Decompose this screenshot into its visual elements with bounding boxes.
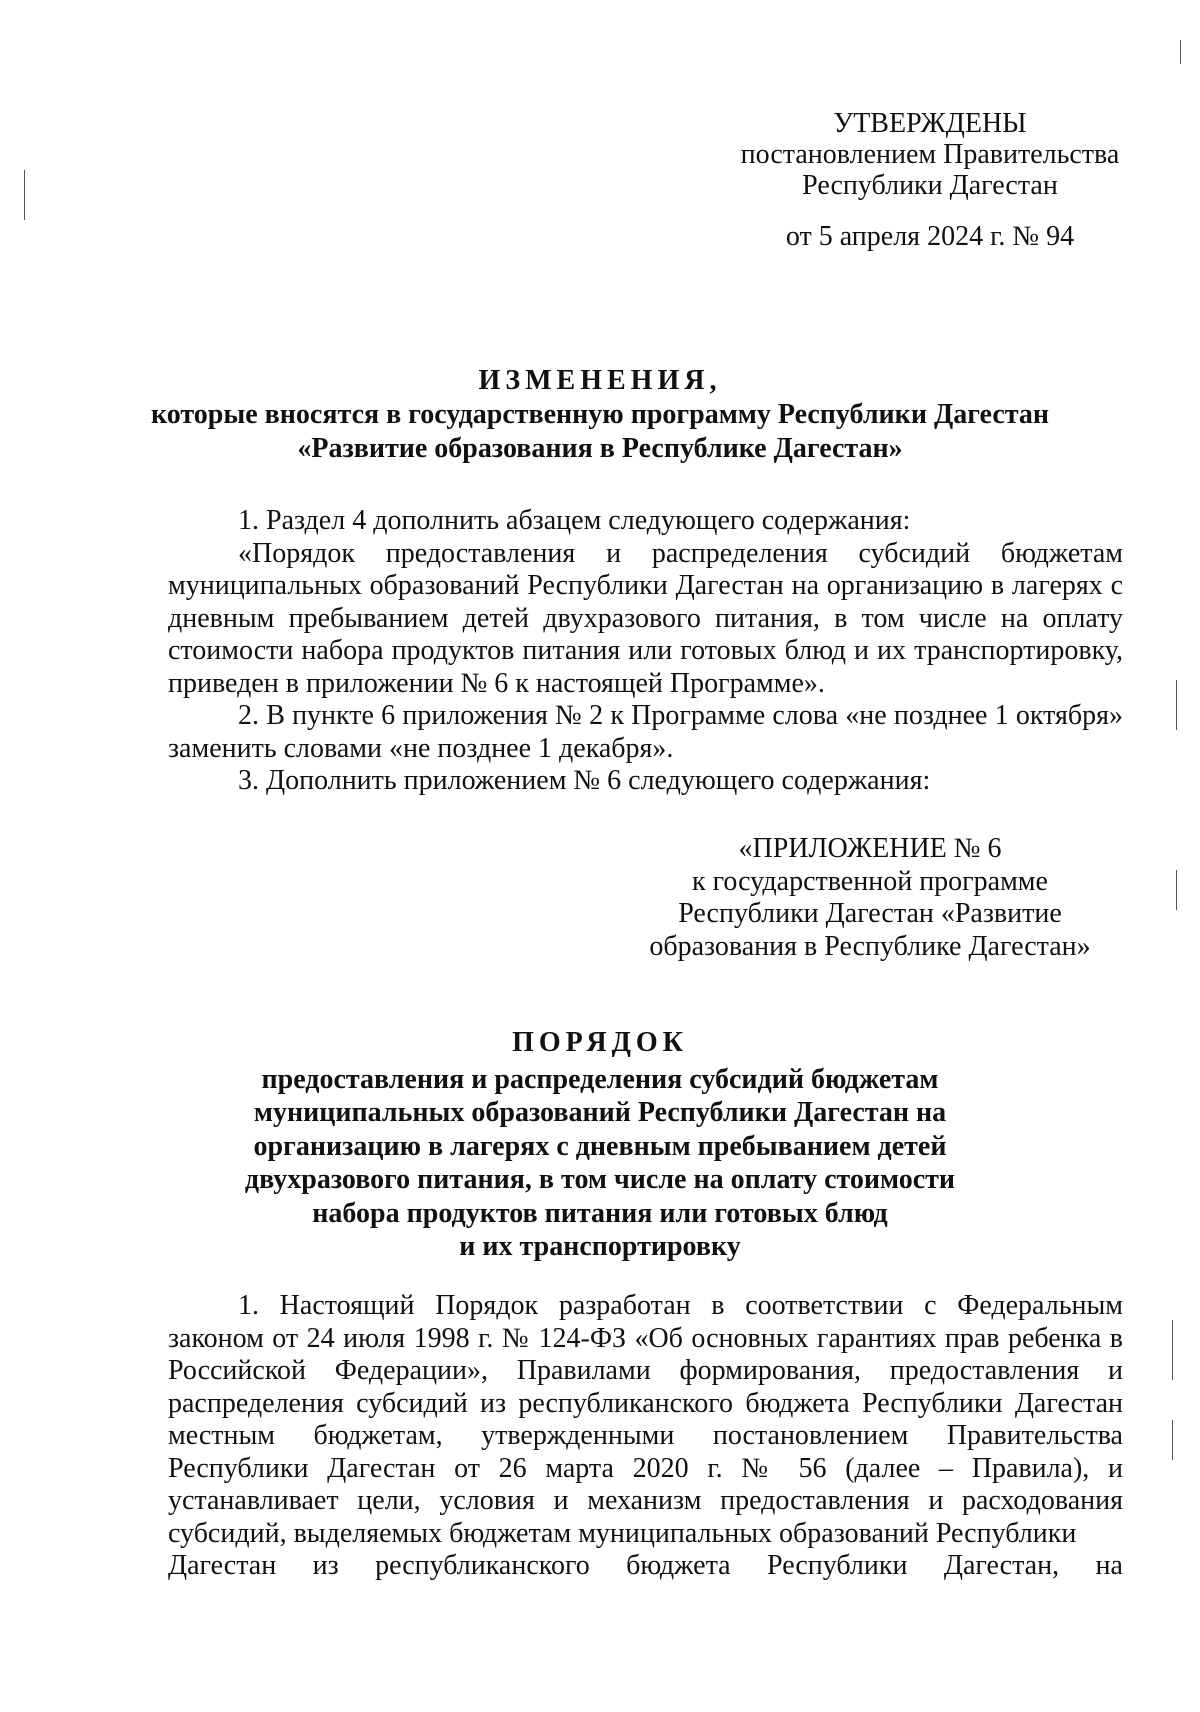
paragraph-word: на	[1095, 1550, 1123, 1581]
approval-stamp	[720, 108, 1140, 252]
scan-artifact	[1172, 1320, 1173, 1380]
changes-title	[150, 364, 1050, 466]
order-heading: ПОРЯДОК	[512, 1027, 688, 1058]
approval-line-1: постановлением Правительства	[740, 139, 1120, 170]
paragraph-word: из	[312, 1550, 339, 1581]
annex-header	[640, 833, 1100, 963]
approval-title: УТВЕРЖДЕНЫ	[833, 108, 1027, 139]
paragraph-1-text: 1. Настоящий Порядок разработан в соответствии с Федеральным законом от 24 июля 1998 г. № 124-ФЗ «Об основных гарантиях прав ребенка в Российской Федерации», Правилами формирования, предоставления и распределения субсидий из республиканского бюджета Республики Дагестан местным бюджетам, утвержденными постановлением Правительства Республики Дагестан от 26 марта 2020 г. № 56 (далее – Правила), и устанавливает цели, условия и механизм предоставления и расходования субсидий, выделяемых бюджетам муниципальных образований Республики	[168, 1290, 1123, 1549]
changes-heading: ИЗМЕНЕНИЯ,	[478, 365, 722, 396]
paragraph-1-last-line	[168, 1550, 1123, 1583]
annex-line-2: Республики Дагестан «Развитие	[678, 898, 1062, 929]
order-title-line: и их транспортировку	[459, 1231, 741, 1262]
order-title-line: двухразового питания, в том числе на оплату стоимости	[244, 1164, 956, 1195]
scan-artifact	[24, 170, 25, 220]
annex-title: «ПРИЛОЖЕНИЕ № 6	[738, 833, 1002, 864]
order-title-line: предоставления и распределения субсидий бюджетам	[261, 1063, 939, 1095]
scan-artifact	[1172, 1420, 1173, 1460]
changes-subtitle-2: «Развитие образования в Республике Дагестан»	[297, 433, 903, 464]
annex-line-3: образования в Республике Дагестан»	[649, 930, 1091, 962]
changes-subtitle-1: которые вносятся в государственную программу Республики Дагестан	[151, 399, 1049, 430]
annex-line-1: к государственной программе	[692, 865, 1048, 897]
paragraph-word: Дагестан,	[943, 1550, 1060, 1581]
paragraph-word: республиканского	[375, 1550, 590, 1581]
order-title	[200, 1026, 1000, 1264]
scan-artifact	[1180, 40, 1181, 64]
changes-items	[168, 505, 1123, 798]
order-title-line: организацию в лагерях с дневным пребыванием детей	[253, 1130, 947, 1162]
approval-line-2: Республики Дагестан	[802, 170, 1058, 201]
change-item-3: 3. Дополнить приложением № 6 следующего содержания:	[238, 765, 931, 796]
scan-artifact	[1176, 680, 1177, 730]
scan-artifact	[1176, 870, 1177, 910]
paragraph-word: Дагестан	[168, 1550, 277, 1581]
approval-date: от 5 апреля 2024 г. № 94	[785, 221, 1075, 252]
paragraph-word: Республики	[767, 1550, 908, 1581]
change-item-2: 2. В пункте 6 приложения № 2 к Программе слова «не позднее 1 октября» заменить словами «не позднее 1 декабря».	[168, 700, 1123, 764]
order-paragraph-1	[168, 1290, 1123, 1583]
paragraph-word: бюджета	[626, 1550, 731, 1581]
order-title-line: набора продуктов питания или готовых блюд	[312, 1197, 888, 1229]
change-item-1-quote: «Порядок предоставления и распределения субсидий бюджетам муниципальных образований Республики Дагестан на организацию в лагерях с дневным пребыванием детей двухразового питания, в том числе на оплату стоимости набора продуктов питания или готовых блюд и их транспортировку, приведен в приложении № 6 к настоящей Программе».	[168, 537, 1123, 699]
order-title-line: муниципальных образований Республики Дагестан на	[253, 1097, 947, 1128]
change-item-1: 1. Раздел 4 дополнить абзацем следующего содержания:	[238, 505, 911, 536]
